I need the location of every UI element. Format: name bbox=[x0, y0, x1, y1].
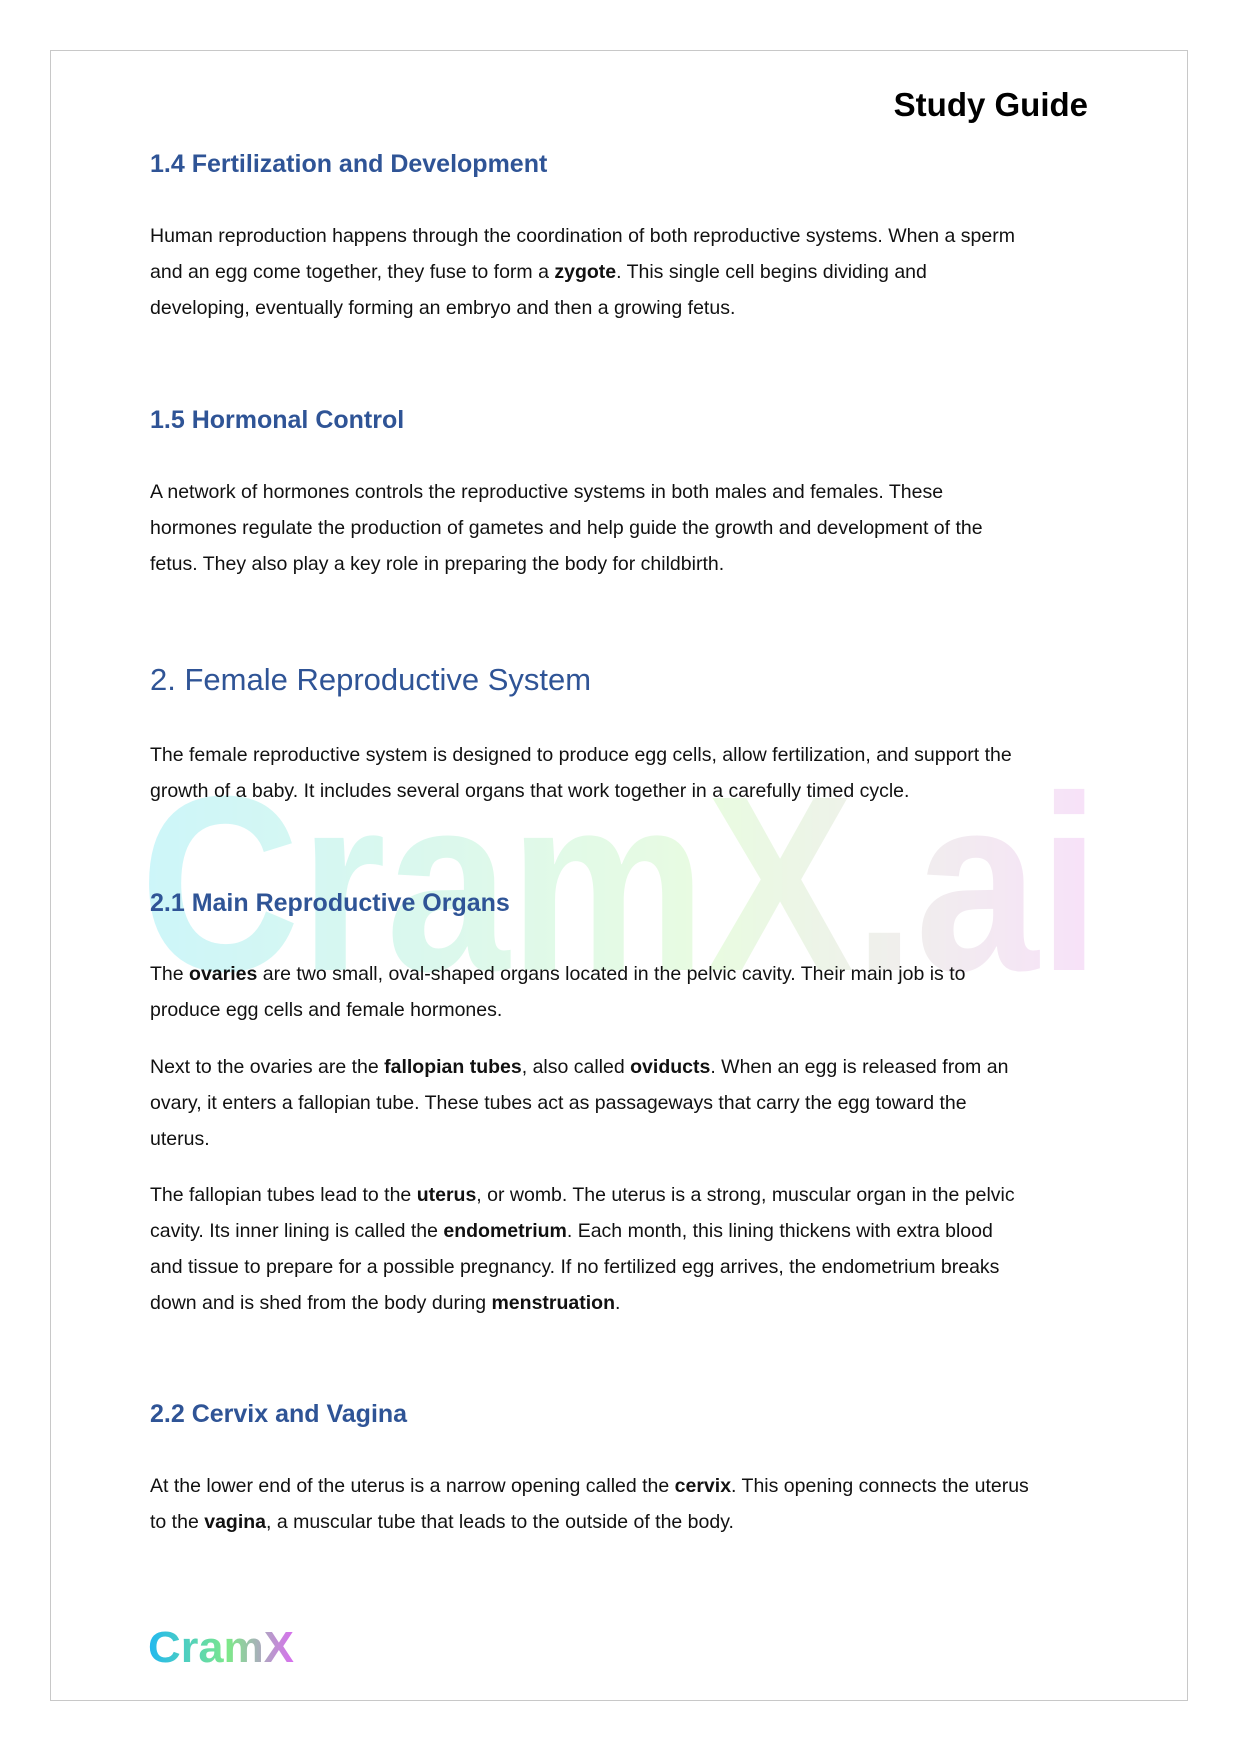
paragraph bbox=[150, 218, 1090, 326]
text-line bbox=[150, 1049, 1090, 1085]
section-heading: 2.2 Cervix and Vagina bbox=[150, 1400, 408, 1428]
text-run: are two small, oval-shaped organs located in the pelvic cavity. Their main job is to bbox=[257, 963, 966, 985]
bold-term: zygote bbox=[554, 261, 617, 283]
section-heading: 1.5 Hormonal Control bbox=[150, 406, 405, 434]
bold-term: uterus bbox=[416, 1184, 477, 1206]
text-line bbox=[150, 1504, 1090, 1540]
text-line bbox=[150, 992, 1090, 1028]
paragraph bbox=[150, 1177, 1090, 1321]
paragraph bbox=[150, 956, 1090, 1028]
text-line bbox=[150, 474, 1090, 510]
section-heading: 2. Female Reproductive System bbox=[150, 662, 592, 697]
text-line bbox=[150, 1213, 1090, 1249]
text-run: , a muscular tube that leads to the outside of the body. bbox=[266, 1511, 734, 1533]
text-run: and an egg come together, they fuse to form a bbox=[150, 261, 555, 283]
text-run: cavity. Its inner lining is called the bbox=[150, 1220, 444, 1242]
bold-term: oviducts bbox=[630, 1056, 711, 1078]
text-line bbox=[150, 1121, 1090, 1157]
text-run: , or womb. The uterus is a strong, muscular organ in the pelvic bbox=[476, 1184, 1015, 1206]
bold-term: cervix bbox=[674, 1475, 732, 1497]
text-run: and tissue to prepare for a possible pregnancy. If no fertilized egg arrives, the endometrium breaks bbox=[150, 1256, 1000, 1278]
bold-term: endometrium bbox=[443, 1220, 567, 1242]
text-run: The fallopian tubes lead to the bbox=[150, 1184, 417, 1206]
text-run: At the lower end of the uterus is a narrow opening called the bbox=[150, 1475, 675, 1497]
text-run: Next to the ovaries are the bbox=[150, 1056, 385, 1078]
text-line bbox=[150, 1249, 1090, 1285]
text-run: uterus. bbox=[150, 1128, 210, 1150]
text-run: fetus. They also play a key role in preparing the body for childbirth. bbox=[150, 553, 725, 575]
text-run: produce egg cells and female hormones. bbox=[150, 999, 503, 1021]
text-run: . bbox=[614, 1292, 621, 1314]
text-line bbox=[150, 510, 1090, 546]
paragraph bbox=[150, 1468, 1090, 1540]
text-run: . When an egg is released from an bbox=[710, 1056, 1009, 1078]
text-run: . Each month, this lining thickens with extra blood bbox=[566, 1220, 993, 1242]
cramx-logo bbox=[148, 1622, 298, 1670]
page-title: Study Guide bbox=[893, 86, 1088, 123]
text-line bbox=[150, 1468, 1090, 1504]
text-run: The bbox=[150, 963, 190, 985]
text-run: developing, eventually forming an embryo and then a growing fetus. bbox=[150, 297, 736, 319]
text-line bbox=[150, 956, 1090, 992]
paragraph bbox=[150, 737, 1090, 809]
text-line bbox=[150, 1285, 1090, 1321]
svg-text:CramX.ai: CramX.ai bbox=[140, 760, 1100, 1010]
text-run: ovary, it enters a fallopian tube. These tubes act as passageways that carry the egg toward the bbox=[150, 1092, 967, 1114]
text-run: hormones regulate the production of gametes and help guide the growth and development of the bbox=[150, 517, 983, 539]
svg-text:CramX: CramX bbox=[148, 1623, 294, 1670]
text-run: growth of a baby. It includes several organs that work together in a carefully timed cycle. bbox=[150, 780, 910, 802]
paragraph bbox=[150, 474, 1090, 582]
text-line bbox=[150, 546, 1090, 582]
paragraph bbox=[150, 1049, 1090, 1157]
text-run: The female reproductive system is designed to produce egg cells, allow fertilization, and support the bbox=[150, 744, 1012, 766]
text-line bbox=[150, 290, 1090, 326]
text-line bbox=[150, 773, 1090, 809]
text-run: , also called bbox=[521, 1056, 631, 1078]
text-run: A network of hormones controls the reproductive systems in both males and females. These bbox=[150, 481, 944, 503]
section-heading: 1.4 Fertilization and Development bbox=[150, 150, 548, 178]
text-run: . This opening connects the uterus bbox=[731, 1475, 1029, 1497]
text-line bbox=[150, 1177, 1090, 1213]
text-run: to the bbox=[150, 1511, 205, 1533]
text-run: . This single cell begins dividing and bbox=[616, 261, 927, 283]
bold-term: fallopian tubes bbox=[384, 1056, 522, 1078]
text-line bbox=[150, 737, 1090, 773]
text-run: Human reproduction happens through the coordination of both reproductive systems. When a sperm bbox=[150, 225, 1015, 247]
bold-term: vagina bbox=[204, 1511, 266, 1533]
bold-term: ovaries bbox=[189, 963, 258, 985]
text-line bbox=[150, 218, 1090, 254]
text-run: down and is shed from the body during bbox=[150, 1292, 492, 1314]
bold-term: menstruation bbox=[491, 1292, 615, 1314]
text-line bbox=[150, 254, 1090, 290]
section-heading: 2.1 Main Reproductive Organs bbox=[150, 889, 510, 917]
text-line bbox=[150, 1085, 1090, 1121]
